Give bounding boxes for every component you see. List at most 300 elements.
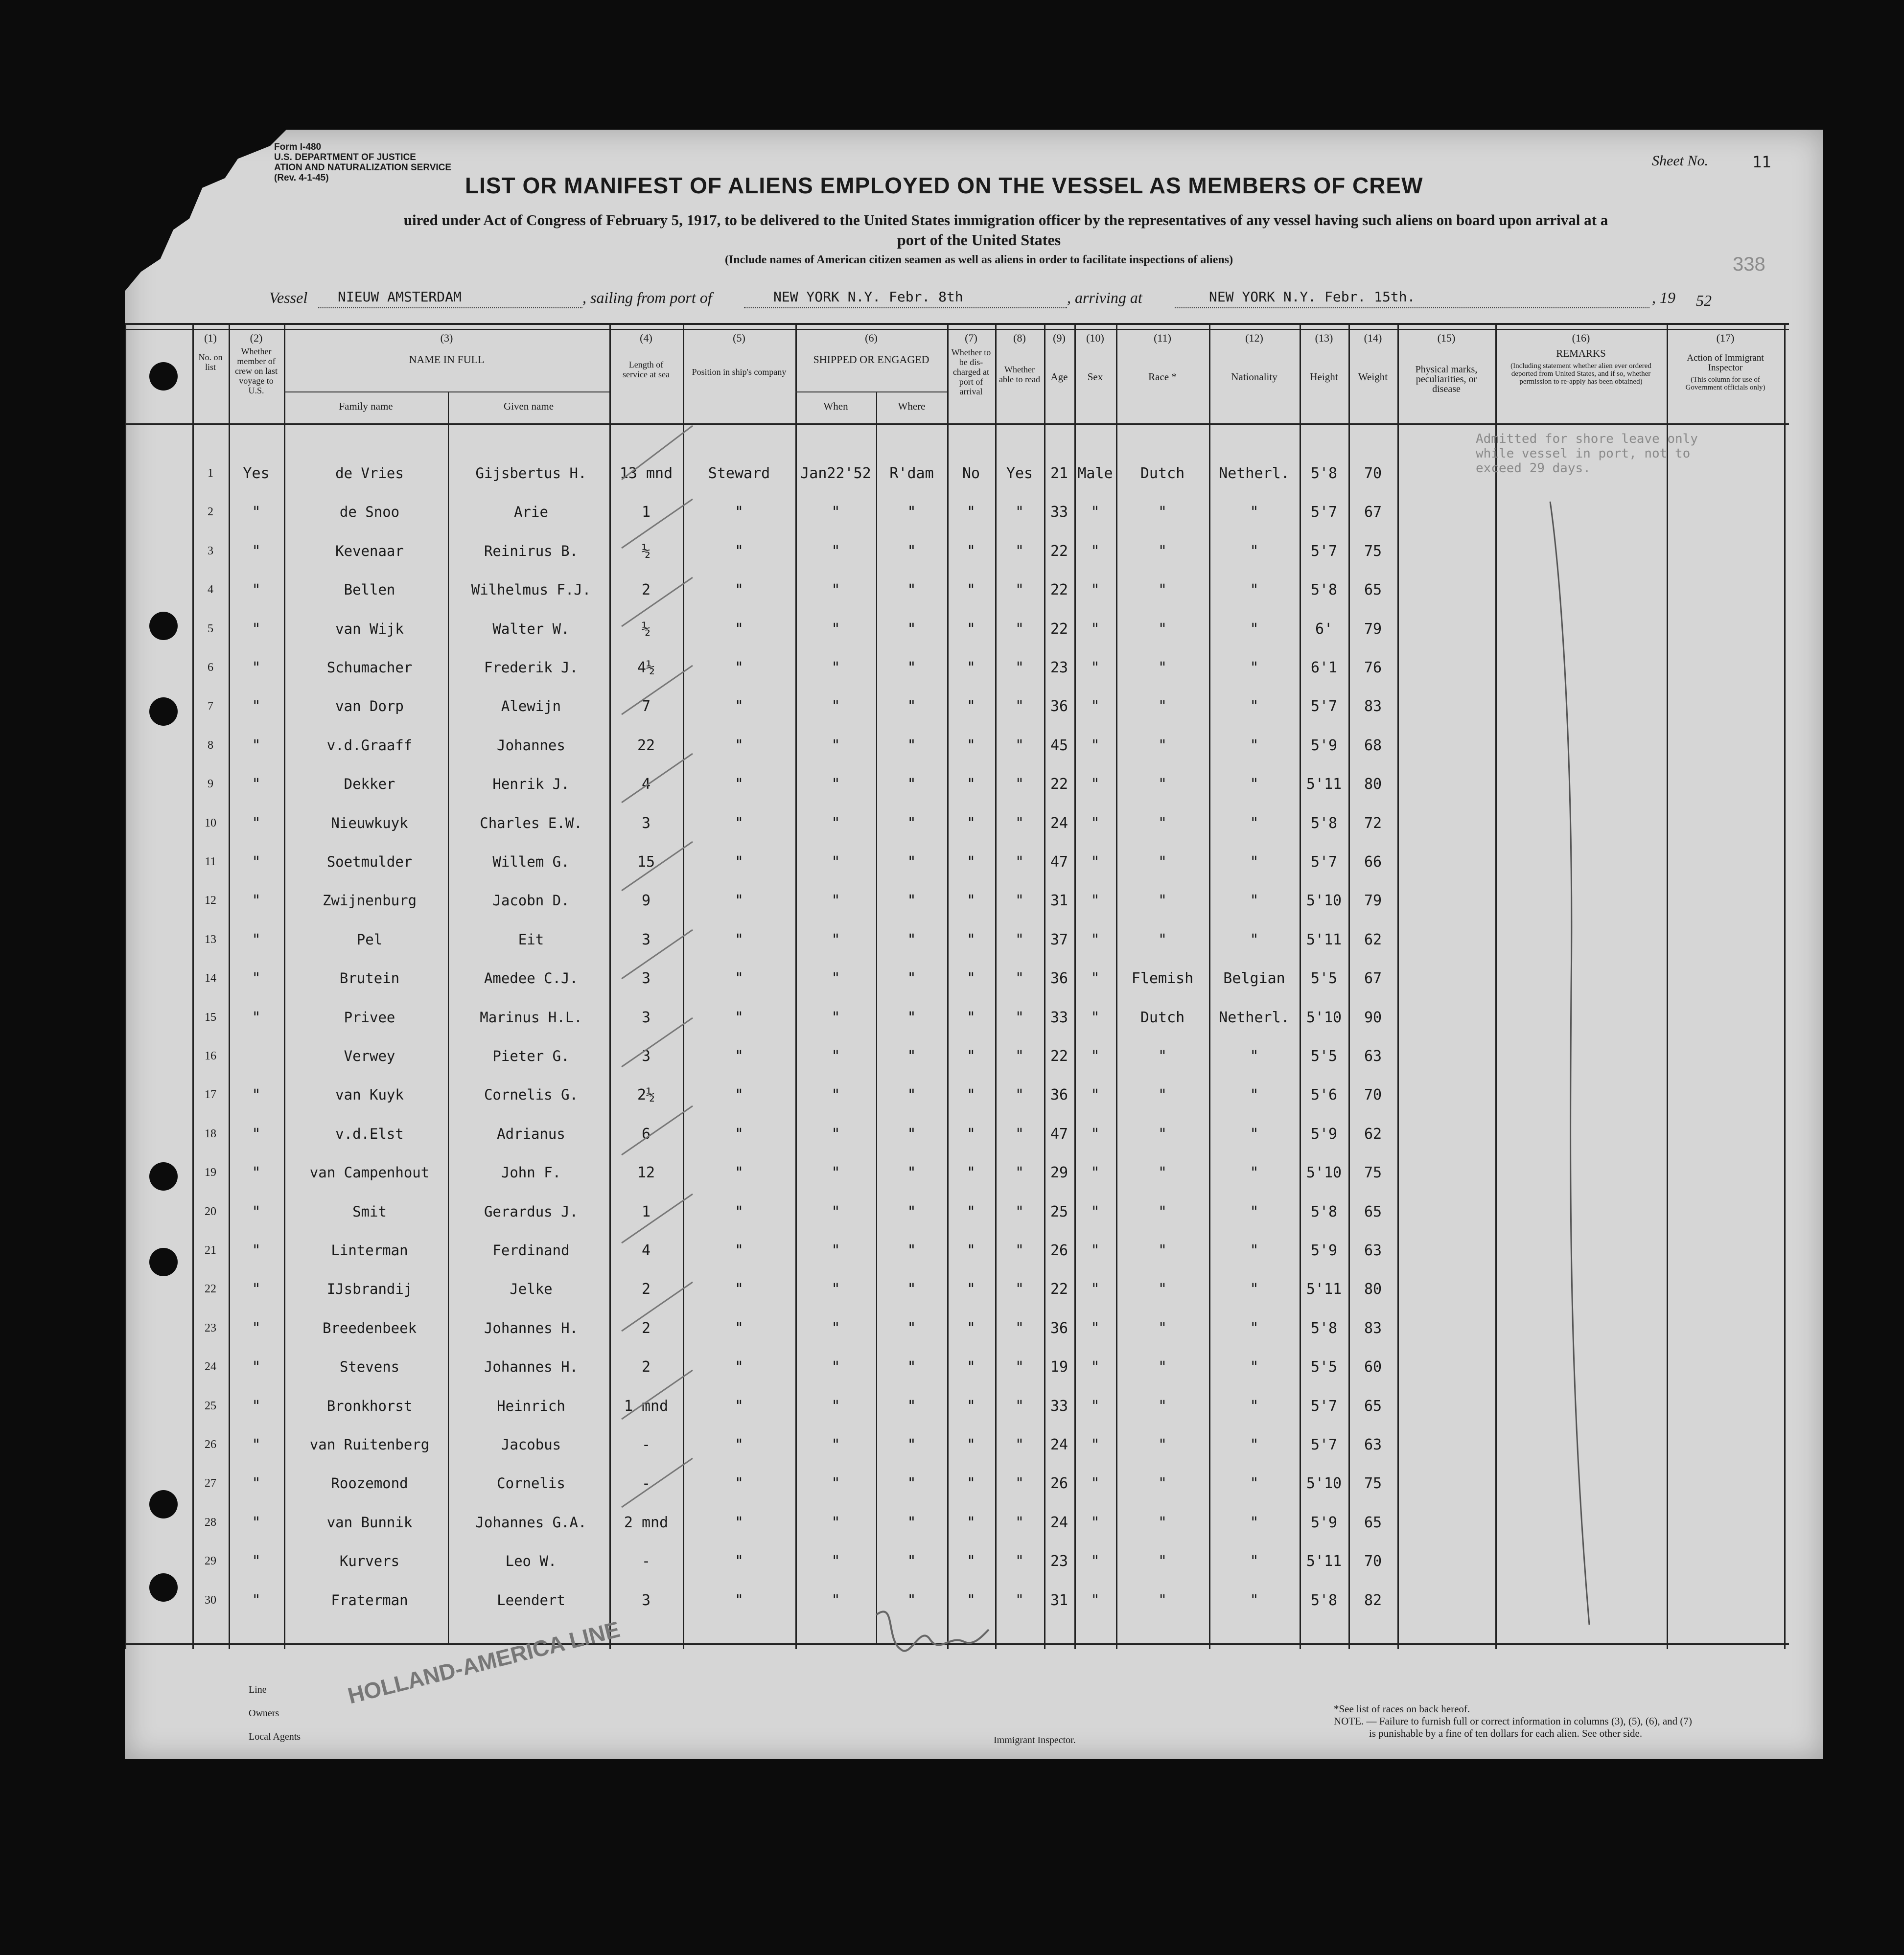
discharged: " (966, 1319, 976, 1337)
shipped-when: " (831, 659, 840, 676)
able-to-read: " (1015, 931, 1024, 948)
last-voyage: " (252, 659, 261, 676)
arriving-port: NEW YORK N.Y. Febr. 15th. (1209, 289, 1416, 305)
nationality: " (1250, 542, 1259, 560)
height: 5'7 (1310, 698, 1338, 715)
year: 52 (1696, 292, 1712, 309)
row-number: 22 (205, 1283, 216, 1296)
discharged: " (966, 1086, 976, 1104)
footnote (1334, 1703, 1692, 1740)
sex: " (1091, 1125, 1100, 1143)
weight: 79 (1364, 620, 1382, 638)
shipped-where: " (907, 736, 916, 754)
service-length: 22 (637, 736, 655, 754)
height: 5'10 (1306, 1164, 1342, 1182)
weight: 75 (1364, 1475, 1382, 1493)
height: 5'11 (1306, 776, 1342, 793)
last-voyage: " (252, 1514, 261, 1531)
given-name: Henrik J. (492, 776, 570, 793)
race: " (1158, 581, 1167, 599)
nationality: " (1250, 1125, 1259, 1143)
sex: " (1091, 814, 1100, 832)
last-voyage: " (252, 853, 261, 871)
shipped-when: " (831, 853, 840, 871)
race: " (1158, 698, 1167, 715)
given-name: Reinirus B. (484, 542, 579, 559)
position: " (734, 1553, 744, 1570)
sex: " (1091, 776, 1100, 793)
shipped-when: " (831, 1125, 840, 1143)
discharged: " (966, 1397, 976, 1415)
shipped-when: " (831, 1397, 840, 1415)
position: " (734, 776, 744, 793)
nationality: " (1250, 853, 1259, 871)
shipped-when: " (831, 1048, 840, 1065)
shipped-when: " (831, 776, 840, 793)
race: " (1158, 1319, 1167, 1337)
height: 5'9 (1310, 1125, 1338, 1143)
col-number: (11) (1154, 332, 1171, 344)
family-name: van Campenhout (309, 1164, 430, 1181)
weight: 70 (1364, 465, 1382, 482)
position: " (734, 1358, 744, 1376)
last-voyage: " (252, 1125, 261, 1143)
age: 36 (1050, 1086, 1068, 1104)
inspector-label: Immigrant Inspector. (994, 1735, 1076, 1746)
weight: 63 (1364, 1242, 1382, 1259)
ditto-pencil-line (1544, 499, 1603, 1649)
discharged: " (966, 1242, 976, 1259)
age: 37 (1050, 931, 1068, 948)
family-name: Verwey (344, 1048, 395, 1064)
weight: 62 (1364, 931, 1382, 948)
remarks-line: Admitted for shore leave only (1476, 432, 1698, 446)
sex: " (1091, 931, 1100, 948)
weight: 90 (1364, 1009, 1382, 1026)
nationality: " (1250, 620, 1259, 638)
height: 5'6 (1310, 1086, 1338, 1104)
able-to-read: " (1015, 853, 1024, 871)
sex: " (1091, 1203, 1100, 1220)
family-name: de Snoo (339, 504, 400, 521)
shipped-where: " (907, 698, 916, 715)
service-length: 3 (641, 931, 651, 948)
nationality: " (1250, 1591, 1259, 1609)
weight: 65 (1364, 1203, 1382, 1220)
race: " (1158, 1125, 1167, 1143)
weight: 80 (1364, 1281, 1382, 1298)
discharged: " (966, 853, 976, 871)
last-voyage: " (252, 504, 261, 521)
age: 24 (1050, 814, 1068, 832)
position: " (734, 542, 744, 560)
age: 22 (1050, 1281, 1068, 1298)
position: " (734, 1048, 744, 1065)
row-number: 14 (205, 972, 216, 985)
row-number: 20 (205, 1205, 216, 1218)
row-number: 30 (205, 1593, 216, 1607)
age: 47 (1050, 1125, 1068, 1143)
able-to-read: " (1015, 504, 1024, 521)
service-length: - (641, 1475, 651, 1493)
family-name: Stevens (339, 1358, 400, 1376)
given-name: Ferdinand (492, 1242, 570, 1259)
sex: " (1091, 1397, 1100, 1415)
race: " (1158, 853, 1167, 871)
able-to-read: " (1015, 1553, 1024, 1570)
discharged: " (966, 1514, 976, 1531)
service-length: 1 (641, 504, 651, 521)
service-length: - (641, 1436, 651, 1453)
given-name: Gerardus J. (484, 1203, 579, 1220)
col-header-shipped: SHIPPED OR ENGAGED (813, 353, 929, 366)
remarks-line: exceed 29 days. (1476, 461, 1591, 476)
family-name: Kevenaar (335, 542, 404, 559)
race: " (1158, 1475, 1167, 1493)
able-to-read: " (1015, 892, 1024, 910)
weight: 72 (1364, 814, 1382, 832)
discharged: " (966, 698, 976, 715)
service-length: 3 (641, 1009, 651, 1026)
family-name: Breedenbeek (322, 1319, 417, 1336)
last-voyage: " (252, 736, 261, 754)
discharged: " (966, 1164, 976, 1182)
given-name: Leo W. (505, 1553, 557, 1570)
service-length: 7 (641, 698, 651, 715)
col-header-age: Age (1050, 371, 1068, 383)
weight: 65 (1364, 581, 1382, 599)
discharged: " (966, 1281, 976, 1298)
able-to-read: " (1015, 1009, 1024, 1026)
given-name: Heinrich (497, 1397, 565, 1414)
nationality: " (1250, 931, 1259, 948)
shipped-where: " (907, 1048, 916, 1065)
position: " (734, 1514, 744, 1531)
given-name: Arie (514, 504, 548, 521)
age: 21 (1050, 465, 1068, 482)
last-voyage: " (252, 1009, 261, 1026)
height: 5'8 (1310, 1591, 1338, 1609)
given-name: Walter W. (492, 620, 570, 637)
col-header-remarks-note: (Including statement whether alien ever ordered deported from United States, and if so, whether permission to re-apply has been obtained) (1510, 362, 1651, 386)
age: 31 (1050, 892, 1068, 910)
position: Steward (708, 465, 770, 482)
age: 36 (1050, 698, 1068, 715)
weight: 65 (1364, 1397, 1382, 1415)
row-number: 6 (208, 661, 213, 674)
position: " (734, 1164, 744, 1182)
position: " (734, 1397, 744, 1415)
shipped-when: " (831, 1319, 840, 1337)
service: ATION AND NATURALIZATION SERVICE (274, 162, 452, 173)
shipped-where: " (907, 659, 916, 676)
shipped-when: " (831, 698, 840, 715)
family-name: Brutein (339, 970, 400, 987)
discharged: " (966, 931, 976, 948)
age: 29 (1050, 1164, 1068, 1182)
penalty-note-continued: is punishable by a fine of ten dollars for each alien. See other side. (1369, 1727, 1643, 1739)
height: 5'9 (1310, 1514, 1338, 1531)
sex: " (1091, 1514, 1100, 1531)
form-number: Form I-480 (274, 142, 322, 152)
able-to-read: " (1015, 814, 1024, 832)
col-header-given-name: Given name (503, 400, 554, 412)
height: 5'11 (1306, 1553, 1342, 1570)
shipped-where: " (907, 853, 916, 871)
row-number: 16 (205, 1050, 216, 1062)
height: 5'10 (1306, 892, 1342, 910)
discharged: " (966, 736, 976, 754)
age: 36 (1050, 970, 1068, 988)
weight: 79 (1364, 892, 1382, 910)
height: 6'1 (1310, 659, 1338, 676)
last-voyage: " (252, 1358, 261, 1376)
nationality: Netherl. (1219, 465, 1290, 482)
sex: " (1091, 1591, 1100, 1609)
race: " (1158, 1553, 1167, 1570)
sex: " (1091, 1358, 1100, 1376)
able-to-read: " (1015, 1475, 1024, 1493)
sex: " (1091, 970, 1100, 988)
position: " (734, 1591, 744, 1609)
given-name: Alewijn (501, 698, 561, 715)
discharged: No (962, 465, 980, 482)
shipped-where: " (907, 1164, 916, 1182)
given-name: Pieter G. (492, 1048, 570, 1064)
races-note: *See list of races on back hereof. (1334, 1703, 1470, 1715)
race: " (1158, 1242, 1167, 1259)
given-name: Marinus H.L. (480, 1009, 582, 1026)
shipped-where: " (907, 1242, 916, 1259)
family-name: Dekker (344, 776, 395, 793)
able-to-read: " (1015, 970, 1024, 988)
shipped-when: " (831, 1591, 840, 1609)
race: " (1158, 1086, 1167, 1104)
age: 22 (1050, 620, 1068, 638)
race: " (1158, 1514, 1167, 1531)
shipped-where: " (907, 620, 916, 638)
sex: " (1091, 1009, 1100, 1026)
service-length: 13 mnd (619, 465, 673, 482)
shipped-where: " (907, 1009, 916, 1026)
able-to-read: " (1015, 1242, 1024, 1259)
col-number: (16) (1572, 332, 1590, 344)
sailing-label: , sailing from port of (582, 289, 712, 306)
position: " (734, 931, 744, 948)
subtitle: uired under Act of Congress of February 5, 1917, to be delivered to the United States immigration officer by the representatives of any vessel having such aliens on board upon arrival at a (403, 211, 1608, 229)
age: 23 (1050, 659, 1068, 676)
race: " (1158, 814, 1167, 832)
position: " (734, 1319, 744, 1337)
age: 45 (1050, 736, 1068, 754)
service-length: 2 (641, 581, 651, 599)
row-number: 7 (208, 700, 213, 713)
nationality: " (1250, 1514, 1259, 1531)
family-name: Bronkhorst (326, 1397, 413, 1414)
last-voyage: " (252, 776, 261, 793)
row-number: 8 (208, 738, 213, 752)
height: 5'7 (1310, 853, 1338, 871)
shipped-when: " (831, 1203, 840, 1220)
weight: 65 (1364, 1514, 1382, 1531)
last-voyage: " (252, 1397, 261, 1415)
family-name: v.d.Elst (335, 1125, 404, 1142)
last-voyage: " (252, 814, 261, 832)
col-header-when: When (823, 400, 848, 412)
service-length: 2 (641, 1319, 651, 1337)
height: 5'8 (1310, 465, 1338, 482)
row-number: 15 (205, 1011, 216, 1024)
age: 33 (1050, 1009, 1068, 1026)
col-header-remarks: REMARKS (1556, 347, 1606, 359)
shipped-when: " (831, 892, 840, 910)
row-number: 18 (205, 1127, 216, 1140)
col-header-physical: Physical marks, peculiarities, or disease (1415, 364, 1478, 394)
nationality: " (1250, 1203, 1259, 1220)
height: 5'11 (1306, 1281, 1342, 1298)
remarks-text (1476, 432, 1698, 476)
race: " (1158, 892, 1167, 910)
col-number: (12) (1245, 332, 1263, 344)
col-number: (14) (1364, 332, 1382, 344)
able-to-read: " (1015, 1397, 1024, 1415)
position: " (734, 1125, 744, 1143)
col-number: (4) (640, 332, 652, 344)
row-number: 9 (208, 778, 213, 791)
shipped-where: " (907, 1281, 916, 1298)
service-length: 3 (641, 1048, 651, 1065)
nationality: " (1250, 776, 1259, 793)
able-to-read: " (1015, 1203, 1024, 1220)
position: " (734, 970, 744, 988)
sex: " (1091, 581, 1100, 599)
height: 5'7 (1310, 504, 1338, 521)
sex: " (1091, 853, 1100, 871)
weight: 83 (1364, 698, 1382, 715)
weight: 75 (1364, 1164, 1382, 1182)
age: 33 (1050, 504, 1068, 521)
service-length: 1 (641, 1203, 651, 1220)
service-length: 9 (641, 892, 651, 910)
given-name: Willem G. (492, 853, 570, 870)
service-length: 2 (641, 1281, 651, 1298)
nationality: " (1250, 1436, 1259, 1453)
position: " (734, 659, 744, 676)
nationality: " (1250, 1242, 1259, 1259)
nationality: " (1250, 1397, 1259, 1415)
row-number: 1 (208, 467, 213, 480)
col-header-discharged: Whether to be dis-charged at port of arrival (951, 347, 991, 396)
shipped-when: " (831, 1553, 840, 1570)
position: " (734, 581, 744, 599)
sheet-label: Sheet No. (1652, 153, 1708, 169)
age: 26 (1050, 1242, 1068, 1259)
weight: 67 (1364, 970, 1382, 988)
discharged: " (966, 542, 976, 560)
col-header-list-no: No. on list (198, 352, 223, 372)
last-voyage: " (252, 970, 261, 988)
weight: 63 (1364, 1436, 1382, 1453)
discharged: " (966, 581, 976, 599)
page-stamp-number: 338 (1733, 253, 1765, 275)
last-voyage: " (252, 1203, 261, 1220)
family-name: van Wijk (335, 620, 404, 637)
family-name: Soetmulder (326, 853, 413, 870)
given-name: Johannes H. (484, 1358, 579, 1376)
nationality: " (1250, 698, 1259, 715)
race: " (1158, 736, 1167, 754)
family-name: Linterman (331, 1242, 408, 1259)
discharged: " (966, 504, 976, 521)
discharged: " (966, 1358, 976, 1376)
col-header-family-name: Family name (339, 400, 393, 412)
service-length: ½ (641, 620, 651, 638)
sex: " (1091, 1048, 1100, 1065)
able-to-read: " (1015, 1281, 1024, 1298)
position: " (734, 853, 744, 871)
arriving-label: , arriving at (1067, 289, 1142, 306)
able-to-read: " (1015, 736, 1024, 754)
position: " (734, 1436, 744, 1453)
line-label: Line (249, 1684, 267, 1695)
weight: 80 (1364, 776, 1382, 793)
discharged: " (966, 1125, 976, 1143)
able-to-read: " (1015, 1358, 1024, 1376)
sex: " (1091, 1242, 1100, 1259)
able-to-read: " (1015, 1319, 1024, 1337)
row-number: 21 (205, 1244, 216, 1257)
service-length: 4½ (637, 659, 655, 676)
shipped-when: " (831, 1281, 840, 1298)
shipped-when: Jan22'52 (800, 465, 871, 482)
given-name: Adrianus (497, 1125, 565, 1142)
sex: " (1091, 698, 1100, 715)
service-length: 4 (641, 776, 651, 793)
discharged: " (966, 1591, 976, 1609)
height: 5'8 (1310, 814, 1338, 832)
shipped-when: " (831, 1436, 840, 1453)
position: " (734, 698, 744, 715)
col-header-last-voyage: Whether member of crew on last voyage to U.S. (235, 346, 278, 395)
able-to-read: " (1015, 1048, 1024, 1065)
able-to-read: " (1015, 1125, 1024, 1143)
height: 5'7 (1310, 1397, 1338, 1415)
height: 5'10 (1306, 1475, 1342, 1493)
shipped-where: " (907, 1591, 916, 1609)
sailing-port: NEW YORK N.Y. Febr. 8th (773, 289, 963, 305)
nationality: " (1250, 736, 1259, 754)
nationality: Belgian (1223, 970, 1285, 988)
family-name: Smit (352, 1203, 387, 1220)
row-number: 24 (205, 1360, 216, 1374)
sex: " (1091, 504, 1100, 521)
weight: 82 (1364, 1591, 1382, 1609)
shipped-where: " (907, 1514, 916, 1531)
age: 22 (1050, 581, 1068, 599)
given-name: Johannes G.A. (475, 1514, 587, 1531)
able-to-read: " (1015, 776, 1024, 793)
race: " (1158, 620, 1167, 638)
shipped-where: R'dam (889, 465, 934, 482)
discharged: " (966, 776, 976, 793)
row-number: 13 (205, 933, 216, 946)
weight: 70 (1364, 1086, 1382, 1104)
nationality: " (1250, 581, 1259, 599)
col-header-action: Action of Immigrant Inspector (1687, 353, 1764, 373)
service-length: 2 (641, 1358, 651, 1376)
height: 5'10 (1306, 1009, 1342, 1026)
race: " (1158, 1436, 1167, 1453)
